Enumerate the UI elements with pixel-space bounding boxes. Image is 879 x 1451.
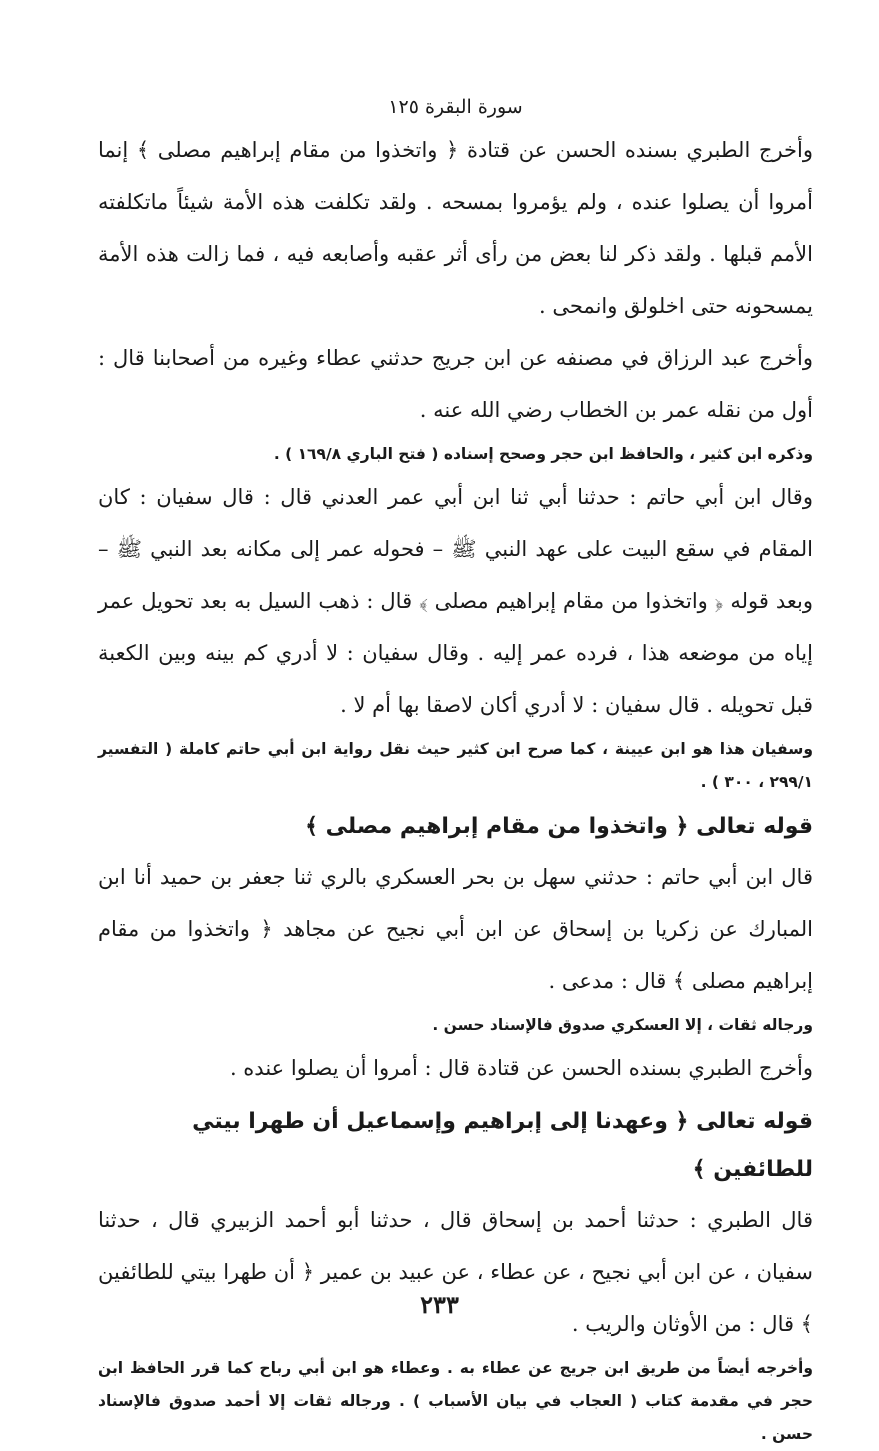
paragraph-mujahid: قال ابن أبي حاتم : حدثني سهل بن بحر العسكري بالري ثنا جعفر بن حميد أنا ابن المبارك عن زكريا بن إسحاق عن ابن أبي نجيح عن مجاهد ﴿ واتخذوا من مقام إبراهيم مصلى ﴾ قال : مدعى . bbox=[98, 865, 813, 993]
footnote-ibn-kathir: وذكره ابن كثير ، والحافظ ابن حجر وصحح إسناده ( فتح الباري ١٦٩/٨ ) . bbox=[273, 445, 813, 463]
page-number: ٢٣٣ bbox=[420, 1290, 459, 1319]
footnote-ata: وأخرجه أيضاً من طريق ابن جريج عن عطاء به . وعطاء هو ابن أبي رباح كما قرر الحافظ ابن حجر في مقدمة كتاب ( العجاب في بيان الأسباب ) . ورجاله ثقات إلا أحمد صدوق فالإسناد حسن . bbox=[98, 1359, 813, 1443]
running-head: سورة البقرة ١٢٥ bbox=[388, 96, 523, 118]
section-heading-maqam-ibrahim: قوله تعالى ﴿ واتخذوا من مقام إبراهيم مصلى ﴾ bbox=[305, 814, 813, 839]
paragraph-tabari-ubayd: قال الطبري : حدثنا أحمد بن إسحاق قال ، حدثنا أبو أحمد الزبيري قال ، حدثنا سفيان ، عن ابن أبي نجيح ، عن عطاء ، عن عبيد بن عمير ﴿ أن طهرا بيتي للطائفين ﴾ قال : من الأوثان والريب . bbox=[98, 1208, 813, 1336]
section-heading-tahira-bayti: قوله تعالى ﴿ وعهدنا إلى إبراهيم وإسماعيل أن طهرا بيتي للطائفين ﴾ bbox=[192, 1109, 813, 1182]
paragraph-tabari-qatada-2: وأخرج الطبري بسنده الحسن عن قتادة قال : أمروا أن يصلوا عنده . bbox=[229, 1056, 813, 1080]
paragraph-tabari-qatada: وأخرج الطبري بسنده الحسن عن قتادة ﴿ واتخذوا من مقام إبراهيم مصلى ﴾ إنما أمروا أن يصلوا عنده ، ولم يؤمروا بمسحه . ولقد تكلفت هذه الأمة شيئاً ماتكلفته الأمم قبلها . ولقد ذكر لنا بعض من رأى أثر عقبه وأصابعه فيه ، فما زالت هذه الأمة يمسحونه حتى اخلولق وانمحى . bbox=[98, 138, 813, 318]
footnote-askari: ورجاله ثقات ، إلا العسكري صدوق فالإسناد حسن . bbox=[432, 1016, 813, 1034]
paragraph-ibn-abi-hatim-sufyan: وقال ابن أبي حاتم : حدثنا أبي ثنا ابن أبي عمر العدني قال : قال سفيان : كان المقام في سقع البيت على عهد النبي ﷺ – فحوله عمر إلى مكانه بعد النبي ﷺ – وبعد قوله ﴿ واتخذوا من مقام إبراهيم مصلى ﴾ قال : ذهب السيل به بعد تحويل عمر إياه من موضعه هذا ، فرده عمر إليه . وقال سفيان : لا أدري كم بينه وبين الكعبة قبل تحويله . قال سفيان : لا أدري أكان لاصقا بها أم لا . bbox=[98, 485, 813, 717]
footnote-sufyan-ibn-uyayna: وسفيان هذا هو ابن عيينة ، كما صرح ابن كثير حيث نقل رواية ابن أبي حاتم كاملة ( التفسير ٢٩٩/١ ، ٣٠٠ ) . bbox=[98, 740, 813, 791]
paragraph-abdurrazzaq: وأخرج عبد الرزاق في مصنفه عن ابن جريج حدثني عطاء وغيره من أصحابنا قال : أول من نقله عمر بن الخطاب رضي الله عنه . bbox=[98, 346, 813, 422]
